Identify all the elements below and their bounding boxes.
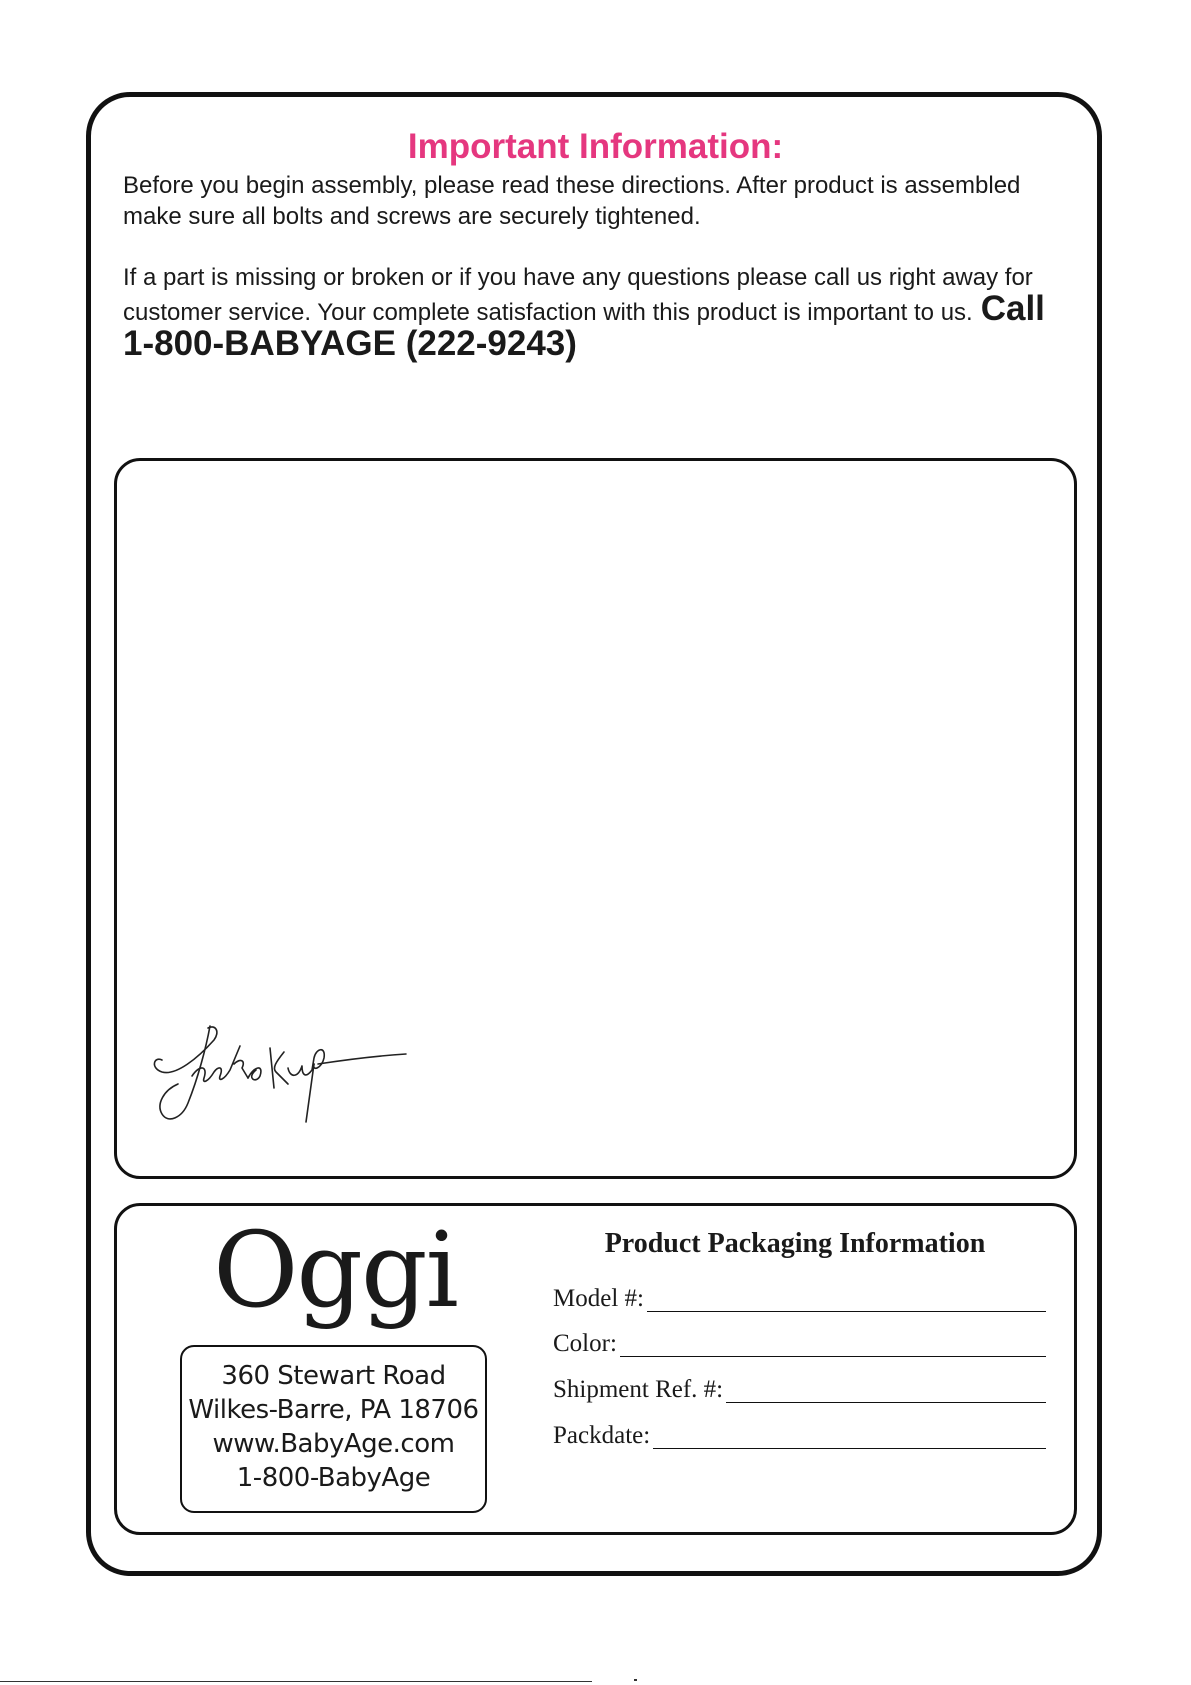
oggi-logo bbox=[212, 1209, 458, 1346]
assembly-instructions-paragraph: Before you begin assembly, please read these directions. After product is assembled make sure all bolts and screws are securely tightened. bbox=[123, 172, 1021, 230]
important-information-title: Important Information: bbox=[407, 127, 784, 166]
packdate-blank[interactable] bbox=[653, 1422, 1046, 1449]
shipment-ref-field[interactable] bbox=[553, 1371, 1046, 1405]
call-phone-number: Call 1-800-BABYAGE (222-9243) bbox=[123, 289, 1045, 363]
color-label: Color: bbox=[553, 1330, 617, 1357]
customer-service-text: If a part is missing or broken or if you have any questions please call us right away for customer service. Your complete satisfaction with this product is important to us. bbox=[123, 264, 1033, 326]
model-number-label: Model #: bbox=[553, 1285, 644, 1312]
model-number-blank[interactable] bbox=[647, 1285, 1046, 1312]
footer-rule bbox=[0, 1681, 592, 1682]
shipment-ref-label: Shipment Ref. #: bbox=[553, 1376, 724, 1403]
packdate-field[interactable] bbox=[553, 1417, 1046, 1451]
model-number-field[interactable] bbox=[553, 1280, 1046, 1314]
customer-service-paragraph bbox=[123, 262, 1083, 363]
signature-image bbox=[148, 1018, 408, 1128]
oggi-logo-text: Oggi bbox=[213, 1209, 457, 1331]
company-address-box bbox=[180, 1345, 487, 1513]
packdate-label: Packdate: bbox=[553, 1422, 651, 1449]
footer-mark bbox=[634, 1679, 637, 1681]
color-blank[interactable] bbox=[620, 1330, 1046, 1357]
address-website: www.BabyAge.com bbox=[212, 1429, 455, 1459]
address-street: 360 Stewart Road bbox=[221, 1361, 446, 1391]
address-phone: 1-800-BabyAge bbox=[236, 1463, 431, 1493]
packaging-info-title: Product Packaging Information bbox=[604, 1228, 986, 1259]
address-city: Wilkes-Barre, PA 18706 bbox=[188, 1395, 479, 1425]
shipment-ref-blank[interactable] bbox=[726, 1376, 1046, 1403]
color-field[interactable] bbox=[553, 1325, 1046, 1359]
